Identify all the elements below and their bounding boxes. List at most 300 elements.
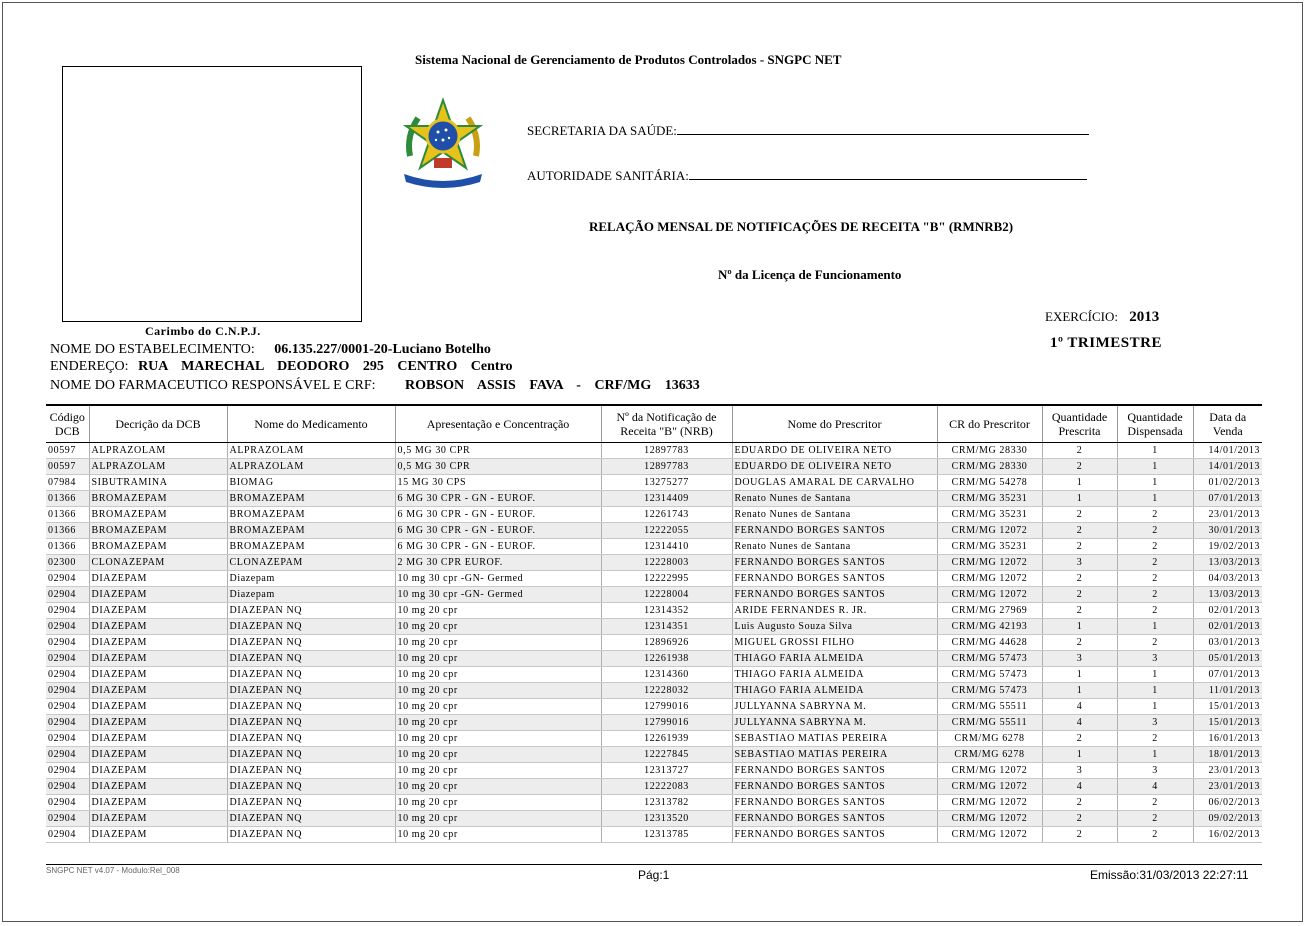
cell-codigo-dcb: 02904 (46, 683, 89, 699)
cell-cr-prescritor: CRM/MG 12072 (937, 571, 1042, 587)
estabelecimento-line (50, 342, 491, 358)
cell-notificacao-nrb: 12313782 (601, 795, 732, 811)
cell-qtd-dispensada: 1 (1117, 619, 1193, 635)
cell-data-venda: 18/01/2013 (1193, 747, 1262, 763)
cell-cr-prescritor: CRM/MG 55511 (937, 699, 1042, 715)
cell-descricao-dcb: DIAZEPAM (89, 571, 227, 587)
cell-cr-prescritor: CRM/MG 12072 (937, 555, 1042, 571)
cell-descricao-dcb: DIAZEPAM (89, 715, 227, 731)
table-row (46, 491, 1262, 507)
cell-descricao-dcb: DIAZEPAM (89, 635, 227, 651)
table-body (46, 443, 1262, 843)
table-row (46, 651, 1262, 667)
cnpj-stamp-box (62, 66, 362, 322)
estabelecimento-value: 06.135.227/0001-20-Luciano Botelho (274, 342, 491, 357)
cell-codigo-dcb: 02904 (46, 795, 89, 811)
cell-notificacao-nrb: 12314351 (601, 619, 732, 635)
table-row (46, 827, 1262, 843)
cell-apresentacao: 10 mg 20 cpr (395, 811, 601, 827)
notifications-table (46, 404, 1262, 843)
cell-qtd-dispensada: 2 (1117, 731, 1193, 747)
farmaceutico-line (50, 378, 700, 394)
cell-qtd-prescrita: 2 (1042, 523, 1117, 539)
cell-qtd-prescrita: 1 (1042, 747, 1117, 763)
cell-qtd-dispensada: 2 (1117, 603, 1193, 619)
cell-notificacao-nrb: 13275277 (601, 475, 732, 491)
cell-qtd-dispensada: 2 (1117, 827, 1193, 843)
autoridade-label: AUTORIDADE SANITÁRIA: (527, 168, 689, 183)
column-header-qtd-prescrita: Quantidade Prescrita (1042, 405, 1117, 443)
cell-qtd-dispensada: 2 (1117, 571, 1193, 587)
cell-nome-medicamento: BIOMAG (227, 475, 395, 491)
cell-nome-prescritor: JULLYANNA SABRYNA M. (732, 715, 937, 731)
cell-qtd-prescrita: 2 (1042, 827, 1117, 843)
table-row (46, 587, 1262, 603)
cell-nome-prescritor: Renato Nunes de Santana (732, 539, 937, 555)
cell-cr-prescritor: CRM/MG 27969 (937, 603, 1042, 619)
cell-codigo-dcb: 02904 (46, 811, 89, 827)
cell-apresentacao: 10 mg 20 cpr (395, 827, 601, 843)
cell-codigo-dcb: 02904 (46, 715, 89, 731)
cell-descricao-dcb: DIAZEPAM (89, 699, 227, 715)
cell-nome-prescritor: Renato Nunes de Santana (732, 491, 937, 507)
cell-notificacao-nrb: 12222083 (601, 779, 732, 795)
cell-cr-prescritor: CRM/MG 44628 (937, 635, 1042, 651)
cell-codigo-dcb: 02904 (46, 827, 89, 843)
cell-nome-prescritor: THIAGO FARIA ALMEIDA (732, 667, 937, 683)
cell-qtd-prescrita: 1 (1042, 619, 1117, 635)
farmaceutico-label: NOME DO FARMACEUTICO RESPONSÁVEL E CRF: (50, 378, 376, 393)
cell-notificacao-nrb: 12314410 (601, 539, 732, 555)
endereco-value: RUA MARECHAL DEODORO 295 CENTRO Centro (138, 359, 513, 374)
cell-nome-prescritor: Renato Nunes de Santana (732, 507, 937, 523)
cell-descricao-dcb: ALPRAZOLAM (89, 443, 227, 459)
table-row (46, 443, 1262, 459)
secretaria-field (527, 121, 1089, 139)
table-row (46, 635, 1262, 651)
cell-qtd-dispensada: 2 (1117, 523, 1193, 539)
cell-cr-prescritor: CRM/MG 42193 (937, 619, 1042, 635)
cell-nome-medicamento: BROMAZEPAM (227, 491, 395, 507)
cell-nome-prescritor: Luis Augusto Souza Silva (732, 619, 937, 635)
column-header-notificacao-nrb: Nº da Notificação de Receita "B" (NRB) (601, 405, 732, 443)
cell-apresentacao: 0,5 MG 30 CPR (395, 459, 601, 475)
cell-notificacao-nrb: 12896926 (601, 635, 732, 651)
cell-apresentacao: 10 mg 20 cpr (395, 779, 601, 795)
cell-notificacao-nrb: 12227845 (601, 747, 732, 763)
exercicio-value: 2013 (1129, 309, 1160, 325)
cell-qtd-dispensada: 2 (1117, 795, 1193, 811)
cell-notificacao-nrb: 12799016 (601, 699, 732, 715)
cell-nome-medicamento: DIAZEPAN NQ (227, 715, 395, 731)
cell-notificacao-nrb: 12897783 (601, 459, 732, 475)
cell-data-venda: 01/02/2013 (1193, 475, 1262, 491)
table-row (46, 779, 1262, 795)
cell-nome-prescritor: THIAGO FARIA ALMEIDA (732, 651, 937, 667)
cell-codigo-dcb: 07984 (46, 475, 89, 491)
cell-codigo-dcb: 02300 (46, 555, 89, 571)
table-row (46, 459, 1262, 475)
cell-nome-prescritor: FERNANDO BORGES SANTOS (732, 827, 937, 843)
cell-nome-medicamento: DIAZEPAN NQ (227, 763, 395, 779)
table-row (46, 555, 1262, 571)
cell-cr-prescritor: CRM/MG 12072 (937, 779, 1042, 795)
table-row (46, 571, 1262, 587)
cell-descricao-dcb: DIAZEPAM (89, 763, 227, 779)
cell-codigo-dcb: 01366 (46, 507, 89, 523)
cell-codigo-dcb: 02904 (46, 699, 89, 715)
table-row (46, 683, 1262, 699)
cell-data-venda: 05/01/2013 (1193, 651, 1262, 667)
cell-qtd-prescrita: 3 (1042, 763, 1117, 779)
cell-codigo-dcb: 01366 (46, 523, 89, 539)
cell-qtd-dispensada: 2 (1117, 507, 1193, 523)
cell-apresentacao: 10 mg 20 cpr (395, 635, 601, 651)
cell-qtd-prescrita: 2 (1042, 539, 1117, 555)
cell-nome-prescritor: SEBASTIAO MATIAS PEREIRA (732, 747, 937, 763)
cell-qtd-prescrita: 2 (1042, 811, 1117, 827)
cell-nome-medicamento: BROMAZEPAM (227, 539, 395, 555)
cell-notificacao-nrb: 12228003 (601, 555, 732, 571)
cell-nome-medicamento: DIAZEPAN NQ (227, 667, 395, 683)
cell-data-venda: 04/03/2013 (1193, 571, 1262, 587)
cell-nome-medicamento: BROMAZEPAM (227, 507, 395, 523)
cell-codigo-dcb: 02904 (46, 619, 89, 635)
estabelecimento-label: NOME DO ESTABELECIMENTO: (50, 342, 255, 357)
column-header-apresentacao: Apresentação e Concentração (395, 405, 601, 443)
cell-descricao-dcb: DIAZEPAM (89, 779, 227, 795)
cell-nome-medicamento: DIAZEPAN NQ (227, 699, 395, 715)
cell-apresentacao: 10 mg 20 cpr (395, 651, 601, 667)
cell-descricao-dcb: DIAZEPAM (89, 731, 227, 747)
cell-nome-medicamento: DIAZEPAN NQ (227, 603, 395, 619)
cell-qtd-prescrita: 2 (1042, 587, 1117, 603)
footer-emissao: Emissão:31/03/2013 22:27:11 (1090, 868, 1249, 882)
farmaceutico-value: ROBSON ASSIS FAVA - CRF/MG 13633 (405, 378, 700, 393)
cell-nome-prescritor: DOUGLAS AMARAL DE CARVALHO (732, 475, 937, 491)
column-header-codigo-dcb: Código DCB (46, 405, 89, 443)
cell-nome-medicamento: DIAZEPAN NQ (227, 779, 395, 795)
cell-nome-medicamento: ALPRAZOLAM (227, 443, 395, 459)
cell-cr-prescritor: CRM/MG 35231 (937, 507, 1042, 523)
cell-qtd-prescrita: 1 (1042, 491, 1117, 507)
footer-module: SNGPC NET v4.07 - Modulo:Rel_008 (46, 866, 180, 875)
cell-qtd-dispensada: 1 (1117, 459, 1193, 475)
exercicio (1045, 309, 1159, 326)
cell-nome-prescritor: EDUARDO DE OLIVEIRA NETO (732, 459, 937, 475)
cell-data-venda: 19/02/2013 (1193, 539, 1262, 555)
footer-page: Pág:1 (638, 868, 670, 882)
cell-nome-prescritor: FERNANDO BORGES SANTOS (732, 779, 937, 795)
cell-notificacao-nrb: 12314352 (601, 603, 732, 619)
cell-qtd-prescrita: 2 (1042, 603, 1117, 619)
cell-data-venda: 23/01/2013 (1193, 507, 1262, 523)
cell-data-venda: 16/01/2013 (1193, 731, 1262, 747)
cell-descricao-dcb: BROMAZEPAM (89, 523, 227, 539)
cell-codigo-dcb: 02904 (46, 587, 89, 603)
cell-data-venda: 14/01/2013 (1193, 459, 1262, 475)
cell-codigo-dcb: 02904 (46, 635, 89, 651)
cell-data-venda: 13/03/2013 (1193, 587, 1262, 603)
cell-codigo-dcb: 01366 (46, 491, 89, 507)
cell-apresentacao: 2 MG 30 CPR EUROF. (395, 555, 601, 571)
cell-apresentacao: 10 mg 20 cpr (395, 667, 601, 683)
cell-nome-prescritor: FERNANDO BORGES SANTOS (732, 811, 937, 827)
cell-apresentacao: 10 mg 30 cpr -GN- Germed (395, 587, 601, 603)
trimestre: 1º TRIMESTRE (1050, 335, 1162, 351)
table-row (46, 475, 1262, 491)
cell-data-venda: 09/02/2013 (1193, 811, 1262, 827)
cell-qtd-prescrita: 1 (1042, 683, 1117, 699)
table-row (46, 523, 1262, 539)
cell-qtd-dispensada: 2 (1117, 555, 1193, 571)
licenca-label: Nº da Licença de Funcionamento (718, 267, 902, 282)
cell-codigo-dcb: 02904 (46, 731, 89, 747)
cell-descricao-dcb: DIAZEPAM (89, 747, 227, 763)
cell-cr-prescritor: CRM/MG 57473 (937, 651, 1042, 667)
cell-cr-prescritor: CRM/MG 12072 (937, 811, 1042, 827)
exercicio-label: EXERCÍCIO: (1045, 309, 1118, 324)
cell-nome-medicamento: CLONAZEPAM (227, 555, 395, 571)
cell-qtd-dispensada: 2 (1117, 539, 1193, 555)
cell-cr-prescritor: CRM/MG 35231 (937, 491, 1042, 507)
table-row (46, 763, 1262, 779)
cell-data-venda: 15/01/2013 (1193, 715, 1262, 731)
cell-cr-prescritor: CRM/MG 28330 (937, 459, 1042, 475)
table-header-row (46, 405, 1262, 443)
endereco-line (50, 359, 513, 375)
cell-qtd-prescrita: 2 (1042, 443, 1117, 459)
cell-qtd-prescrita: 1 (1042, 475, 1117, 491)
cell-descricao-dcb: DIAZEPAM (89, 619, 227, 635)
cell-qtd-dispensada: 4 (1117, 779, 1193, 795)
cell-cr-prescritor: CRM/MG 12072 (937, 763, 1042, 779)
cell-cr-prescritor: CRM/MG 12072 (937, 587, 1042, 603)
cell-qtd-prescrita: 1 (1042, 667, 1117, 683)
cell-nome-prescritor: ARIDE FERNANDES R. JR. (732, 603, 937, 619)
table-row (46, 699, 1262, 715)
cell-descricao-dcb: SIBUTRAMINA (89, 475, 227, 491)
cell-apresentacao: 10 mg 20 cpr (395, 763, 601, 779)
cell-notificacao-nrb: 12222995 (601, 571, 732, 587)
cell-nome-medicamento: DIAZEPAN NQ (227, 731, 395, 747)
cell-nome-prescritor: MIGUEL GROSSI FILHO (732, 635, 937, 651)
cell-apresentacao: 15 MG 30 CPS (395, 475, 601, 491)
cell-data-venda: 06/02/2013 (1193, 795, 1262, 811)
cell-qtd-prescrita: 2 (1042, 507, 1117, 523)
cell-data-venda: 23/01/2013 (1193, 763, 1262, 779)
report-title: RELAÇÃO MENSAL DE NOTIFICAÇÕES DE RECEITA "B" (RMNRB2) (589, 219, 1014, 234)
cell-qtd-dispensada: 2 (1117, 587, 1193, 603)
column-header-nome-prescritor: Nome do Prescritor (732, 405, 937, 443)
cell-qtd-prescrita: 3 (1042, 555, 1117, 571)
cell-nome-prescritor: SEBASTIAO MATIAS PEREIRA (732, 731, 937, 747)
cell-data-venda: 02/01/2013 (1193, 603, 1262, 619)
cell-qtd-prescrita: 2 (1042, 635, 1117, 651)
cell-nome-prescritor: EDUARDO DE OLIVEIRA NETO (732, 443, 937, 459)
cell-apresentacao: 10 mg 20 cpr (395, 619, 601, 635)
system-title: Sistema Nacional de Gerenciamento de Produtos Controlados - SNGPC NET (415, 52, 842, 67)
cell-nome-medicamento: DIAZEPAN NQ (227, 747, 395, 763)
cell-apresentacao: 6 MG 30 CPR - GN - EUROF. (395, 523, 601, 539)
table-row (46, 747, 1262, 763)
cell-data-venda: 30/01/2013 (1193, 523, 1262, 539)
cell-apresentacao: 10 mg 30 cpr -GN- Germed (395, 571, 601, 587)
cell-apresentacao: 6 MG 30 CPR - GN - EUROF. (395, 507, 601, 523)
cell-nome-medicamento: Diazepam (227, 571, 395, 587)
cell-nome-medicamento: Diazepam (227, 587, 395, 603)
cell-qtd-dispensada: 1 (1117, 475, 1193, 491)
cell-nome-medicamento: DIAZEPAN NQ (227, 827, 395, 843)
cell-data-venda: 07/01/2013 (1193, 667, 1262, 683)
cell-cr-prescritor: CRM/MG 12072 (937, 827, 1042, 843)
column-header-qtd-dispensada: Quantidade Dispensada (1117, 405, 1193, 443)
cell-descricao-dcb: ALPRAZOLAM (89, 459, 227, 475)
table-row (46, 603, 1262, 619)
cell-notificacao-nrb: 12261743 (601, 507, 732, 523)
column-header-nome-medicamento: Nome do Medicamento (227, 405, 395, 443)
cell-nome-medicamento: DIAZEPAN NQ (227, 651, 395, 667)
cell-notificacao-nrb: 12314360 (601, 667, 732, 683)
cell-data-venda: 23/01/2013 (1193, 779, 1262, 795)
cell-descricao-dcb: BROMAZEPAM (89, 539, 227, 555)
column-header-descricao-dcb: Decrição da DCB (89, 405, 227, 443)
cell-notificacao-nrb: 12228032 (601, 683, 732, 699)
cell-qtd-prescrita: 3 (1042, 651, 1117, 667)
cell-nome-medicamento: DIAZEPAN NQ (227, 683, 395, 699)
cell-nome-prescritor: THIAGO FARIA ALMEIDA (732, 683, 937, 699)
cell-data-venda: 14/01/2013 (1193, 443, 1262, 459)
cell-codigo-dcb: 02904 (46, 571, 89, 587)
cell-cr-prescritor: CRM/MG 55511 (937, 715, 1042, 731)
cell-descricao-dcb: DIAZEPAM (89, 811, 227, 827)
cell-descricao-dcb: DIAZEPAM (89, 667, 227, 683)
cell-apresentacao: 10 mg 20 cpr (395, 683, 601, 699)
cell-descricao-dcb: BROMAZEPAM (89, 491, 227, 507)
cell-qtd-dispensada: 3 (1117, 651, 1193, 667)
table-row (46, 811, 1262, 827)
cell-descricao-dcb: DIAZEPAM (89, 683, 227, 699)
cell-notificacao-nrb: 12222055 (601, 523, 732, 539)
cell-notificacao-nrb: 12314409 (601, 491, 732, 507)
cell-cr-prescritor: CRM/MG 28330 (937, 443, 1042, 459)
cell-cr-prescritor: CRM/MG 6278 (937, 731, 1042, 747)
cell-qtd-prescrita: 2 (1042, 795, 1117, 811)
column-header-cr-prescritor: CR do Prescritor (937, 405, 1042, 443)
cell-notificacao-nrb: 12313520 (601, 811, 732, 827)
cell-qtd-dispensada: 1 (1117, 683, 1193, 699)
cell-qtd-dispensada: 2 (1117, 635, 1193, 651)
cell-data-venda: 07/01/2013 (1193, 491, 1262, 507)
cell-qtd-dispensada: 1 (1117, 667, 1193, 683)
cell-nome-prescritor: FERNANDO BORGES SANTOS (732, 763, 937, 779)
cell-data-venda: 13/03/2013 (1193, 555, 1262, 571)
cell-cr-prescritor: CRM/MG 57473 (937, 667, 1042, 683)
cell-notificacao-nrb: 12897783 (601, 443, 732, 459)
cell-codigo-dcb: 00597 (46, 459, 89, 475)
cell-cr-prescritor: CRM/MG 12072 (937, 795, 1042, 811)
cell-notificacao-nrb: 12261939 (601, 731, 732, 747)
table-row (46, 715, 1262, 731)
cell-qtd-prescrita: 4 (1042, 699, 1117, 715)
cell-nome-medicamento: DIAZEPAN NQ (227, 619, 395, 635)
cell-qtd-dispensada: 3 (1117, 763, 1193, 779)
cell-apresentacao: 10 mg 20 cpr (395, 603, 601, 619)
cell-data-venda: 15/01/2013 (1193, 699, 1262, 715)
secretaria-line (677, 121, 1089, 135)
cell-apresentacao: 10 mg 20 cpr (395, 699, 601, 715)
table-row (46, 731, 1262, 747)
autoridade-line (689, 166, 1087, 180)
table-row (46, 667, 1262, 683)
cell-cr-prescritor: CRM/MG 54278 (937, 475, 1042, 491)
cell-descricao-dcb: DIAZEPAM (89, 651, 227, 667)
cell-nome-medicamento: ALPRAZOLAM (227, 459, 395, 475)
cell-codigo-dcb: 02904 (46, 779, 89, 795)
cell-apresentacao: 10 mg 20 cpr (395, 715, 601, 731)
cell-qtd-dispensada: 1 (1117, 699, 1193, 715)
cell-qtd-dispensada: 1 (1117, 747, 1193, 763)
cell-codigo-dcb: 02904 (46, 667, 89, 683)
secretaria-label: SECRETARIA DA SAÚDE: (527, 123, 677, 138)
cell-notificacao-nrb: 12799016 (601, 715, 732, 731)
cell-qtd-prescrita: 4 (1042, 779, 1117, 795)
cell-qtd-prescrita: 2 (1042, 459, 1117, 475)
cell-codigo-dcb: 02904 (46, 747, 89, 763)
cell-cr-prescritor: CRM/MG 6278 (937, 747, 1042, 763)
brazil-coat-of-arms-icon (400, 96, 486, 192)
footer-rule (46, 864, 1262, 865)
cell-codigo-dcb: 01366 (46, 539, 89, 555)
cell-descricao-dcb: DIAZEPAM (89, 603, 227, 619)
cell-apresentacao: 6 MG 30 CPR - GN - EUROF. (395, 491, 601, 507)
cell-data-venda: 16/02/2013 (1193, 827, 1262, 843)
cell-nome-medicamento: DIAZEPAN NQ (227, 635, 395, 651)
cell-nome-medicamento: DIAZEPAN NQ (227, 795, 395, 811)
cell-data-venda: 03/01/2013 (1193, 635, 1262, 651)
cell-qtd-prescrita: 2 (1042, 731, 1117, 747)
cell-codigo-dcb: 00597 (46, 443, 89, 459)
cell-qtd-dispensada: 1 (1117, 443, 1193, 459)
cell-codigo-dcb: 02904 (46, 603, 89, 619)
cell-descricao-dcb: DIAZEPAM (89, 827, 227, 843)
cell-nome-prescritor: FERNANDO BORGES SANTOS (732, 795, 937, 811)
stamp-caption: Carimbo do C.N.P.J. (145, 324, 261, 338)
table-row (46, 619, 1262, 635)
cell-data-venda: 11/01/2013 (1193, 683, 1262, 699)
cell-cr-prescritor: CRM/MG 12072 (937, 523, 1042, 539)
endereco-label: ENDEREÇO: (50, 359, 129, 374)
cell-qtd-dispensada: 2 (1117, 811, 1193, 827)
cell-qtd-prescrita: 4 (1042, 715, 1117, 731)
cell-descricao-dcb: DIAZEPAM (89, 795, 227, 811)
cell-cr-prescritor: CRM/MG 35231 (937, 539, 1042, 555)
cell-apresentacao: 10 mg 20 cpr (395, 731, 601, 747)
cell-notificacao-nrb: 12228004 (601, 587, 732, 603)
cell-notificacao-nrb: 12313727 (601, 763, 732, 779)
table-row (46, 795, 1262, 811)
autoridade-field (527, 166, 1087, 184)
cell-qtd-dispensada: 1 (1117, 491, 1193, 507)
cell-codigo-dcb: 02904 (46, 651, 89, 667)
cell-qtd-dispensada: 3 (1117, 715, 1193, 731)
cell-descricao-dcb: DIAZEPAM (89, 587, 227, 603)
column-header-data-venda: Data da Venda (1193, 405, 1262, 443)
cell-cr-prescritor: CRM/MG 57473 (937, 683, 1042, 699)
cell-data-venda: 02/01/2013 (1193, 619, 1262, 635)
cell-codigo-dcb: 02904 (46, 763, 89, 779)
cell-notificacao-nrb: 12261938 (601, 651, 732, 667)
